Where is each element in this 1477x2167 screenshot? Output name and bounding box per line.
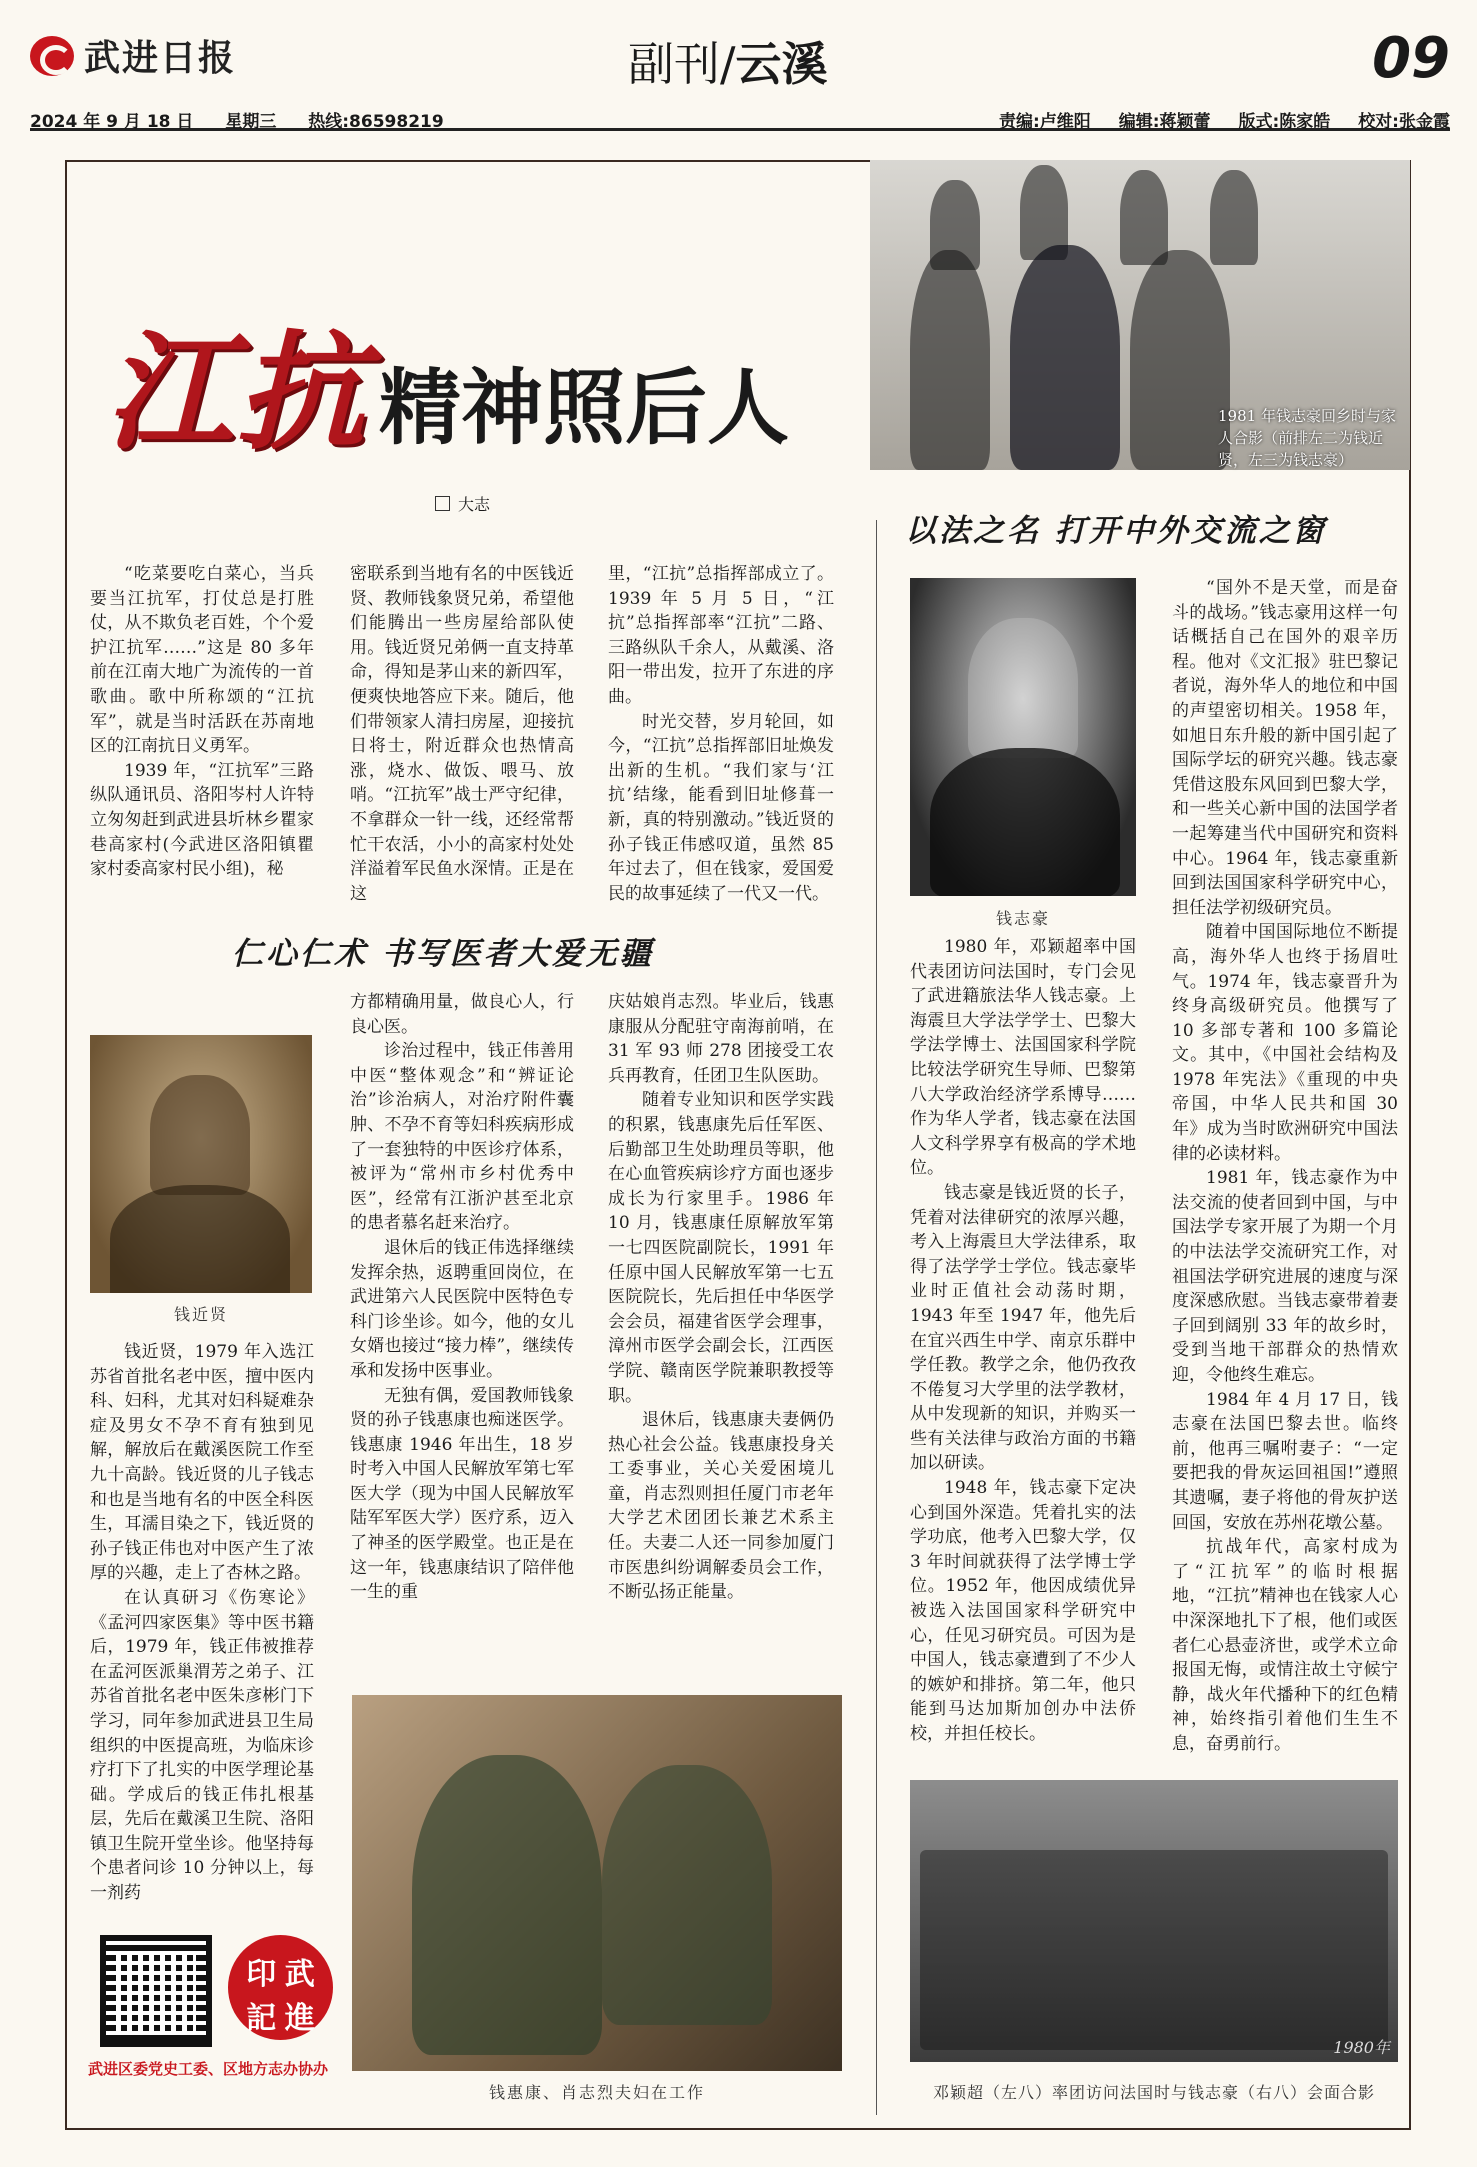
copyeditor-credit: 编辑:蒋颖蕾 (1118, 112, 1211, 132)
paragraph: 诊治过程中，钱正伟善用中医“整体观念”和“辨证论治”诊治病人，对治疗附件囊肿、不孕不育等妇科疾病形成了一套独特的中医诊疗体系，被评为“常州市乡村优秀中医”，经常有江浙沪甚至北京的患者慕名赶来治疗。 (350, 1041, 574, 1234)
seal-icon (228, 1935, 333, 2040)
section-title (628, 28, 828, 94)
paragraph: “吃菜要吃白菜心，当兵要当江抗军，打仗总是打胜仗，从不欺负老百姓，个个爱护江抗军……”这是 80 多年前在江南大地广为流传的一首歌曲。歌中所称颂的“江抗军”，就是当时活跃在苏南地区的江南抗日义勇军。 (90, 564, 314, 757)
logo-text: 武进日报 (84, 37, 237, 79)
caption-couple: 钱惠康、肖志烈夫妇在工作 (488, 2083, 705, 2102)
headline (105, 290, 789, 474)
seal-char: 武 (284, 1957, 315, 1992)
proof-credit: 校对:张金霞 (1358, 112, 1450, 132)
layout-credit: 版式:陈家皓 (1238, 112, 1331, 132)
subhead-law: 以法之名 打开中外交流之窗 (905, 513, 1327, 549)
paragraph: 里，“江抗”总指挥部成立了。1939 年 5 月 5 日，“江抗”总指挥部率“江抗”二路、三路纵队千余人，从戴溪、洛阳一带出发，拉开了东进的序曲。 (608, 564, 834, 707)
photo-couple-at-work (352, 1695, 842, 2071)
paragraph: 退休后的钱正伟选择继续发挥余热，返聘重回岗位，在武进第六人民医院中医特色专科门诊坐诊。如今，他的女儿女婿也接过“接力棒”，继续传承和发扬中医事业。 (350, 1237, 574, 1381)
paragraph: 抗战年代，高家村成为了“江抗军”的临时根据地，“江抗”精神也在钱家人心中深深地扎下了根，他们或医者仁心悬壶济世，或学术立命报国无悔，或情注故土守候宁静，战火年代播种下的红色精神，始终指引着他们生生不息，奋勇前行。 (1172, 1537, 1398, 1754)
paragraph: 在认真研习《伤寒论》《孟河四家医集》等中医书籍后，1979 年，钱正伟被推荐在孟河医派巢渭芳之弟子、江苏省首批名老中医朱彦彬门下学习，同年参加武进县卫生局组织的中医提高班，为临床诊疗打下了扎实的中医学理论基础。学成后的钱正伟扎根基层，先后在戴溪卫生院、洛阳镇卫生院开堂坐诊。他坚持每个患者问诊 10 分钟以上，每一剂药 (90, 1587, 314, 1904)
paragraph: 1980 年，邓颖超率中国代表团访问法国时，专门会见了武进籍旅法华人钱志豪。上海震旦大学法学学士、巴黎大学法学博士、法国国家科学院比较法学研究生导师、巴黎第八大学政治经济学系博导……作为华人学者，钱志豪在法国人文科学界享有极高的学术地位。 (910, 937, 1136, 1179)
qr-code-pattern (116, 1951, 196, 2031)
headline-red: 江抗 (105, 318, 370, 468)
family-photo-caption: 1981 年钱志豪回乡时与家人合影（前排左二为钱近贤，左三为钱志豪） (1218, 407, 1396, 469)
paragraph: 随着专业知识和医学实践的积累，钱惠康先后任军医、后勤部卫生处助理员等职，他在心血管疾病诊疗方面也逐步成长为行家里手。1986 年 10 月，钱惠康任原解放军第一七四医院副院长，1991 年任原中国人民解放军第一七五医院院长，先后担任中华医学会会员，福建省医学会理事，漳州市医学会副会长，江西医学院、赣南医学院兼职教授等职。 (608, 1090, 834, 1406)
section-label: 副刊/ (628, 37, 736, 91)
intro-col-2 (350, 562, 574, 906)
caption-qian-zhihao: 钱志豪 (995, 909, 1050, 928)
column-divider (876, 520, 877, 2115)
editor-credit: 责编:卢维阳 (998, 112, 1091, 132)
paragraph: 1939 年，“江抗军”三路纵队通讯员、洛阳岑村人许特立匆匆赶到武进县圻林乡瞿家巷高家村(今武进区洛阳镇瞿家村委高家村民小组)，秘 (90, 760, 314, 880)
masthead (30, 22, 1450, 92)
paragraph: 无独有偶，爱国教师钱象贤的孙子钱惠康也痴迷医学。钱惠康 1946 年出生，18 岁时考入中国人民解放军第七军医大学（现为中国人民解放军陆军军医大学）医疗系，迈入了神圣的医学殿堂。也正是在这一年，钱惠康结识了陪伴他一生的重 (350, 1385, 574, 1603)
paragraph: 钱志豪是钱近贤的长子，凭着对法律研究的浓厚兴趣，考入上海震旦大学法律系，取得了法学学士学位。钱志豪毕业时正值社会动荡时期，1943 年至 1947 年，他先后在宜兴西生中学、南京乐群中学任教。教学之余，他仍孜孜不倦复习大学里的法学教材，从中发现新的知识，并购买一些有关法律与政治方面的书籍加以研读。 (910, 1182, 1136, 1474)
paragraph: 钱近贤，1979 年入选江苏省首批名老中医，擅中医内科、妇科，尤其对妇科疑难杂症及男女不孕不育有独到见解，解放后在戴溪医院工作至九十高龄。钱近贤的儿子钱志和也是当地有名的中医全科医生，耳濡目染之下，钱近贤的孙子钱正伟也对中医产生了浓厚的兴趣，走上了杏林之路。 (90, 1342, 314, 1584)
subhead-medical: 仁心仁术 书写医者大爱无疆 (232, 936, 654, 972)
photo-year: 1980年 (1333, 2038, 1390, 2057)
paragraph: 1948 年，钱志豪下定决心到国外深造。凭着扎实的法学功底，他考入巴黎大学，仅 3 年时间就获得了法学博士学位。1952 年，他因成绩优异被选入法国国家科学研究中心，任见习研究员。可因为是中国人，钱志豪遭到了不少人的嫉妒和排挤。第二年，他只能到马达加斯加创办中法侨校，并担任校长。 (910, 1478, 1136, 1744)
paragraph: 退休后，钱惠康夫妻俩仍热心社会公益。钱惠康投身关工委事业，关心关爱困境儿童，肖志烈则担任厦门市老年大学艺术团团长兼艺术系主任。夫妻二人还一同参加厦门市医患纠纷调解委员会工作，不断弘扬正能量。 (608, 1410, 834, 1603)
portrait-qian-zhihao (910, 578, 1136, 896)
logo-icon (30, 36, 74, 76)
co-organizer-credit: 武进区委党史工委、区地方志办协办 (88, 2060, 329, 2078)
caption-group: 邓颖超（左八）率团访问法国时与钱志豪（右八）会面合影 (932, 2083, 1375, 2102)
page-number: 09 (1372, 26, 1450, 91)
paragraph: 1981 年，钱志豪作为中法交流的使者回到中国，与中国法学专家开展了为期一个月的中法法学交流研究工作，对祖国法学研究进展的速度与深度深感欣慰。当钱志豪带着妻子回到阔别 33 年的故乡时，受到当地干部群众的热情欢迎，令他终生难忘。 (1172, 1168, 1398, 1385)
paragraph: 1984 年 4 月 17 日，钱志豪在法国巴黎去世。临终前，他再三嘱咐妻子：“一定要把我的骨灰运回祖国!”遵照其遗嘱，妻子将他的骨灰护送回国，安放在苏州花墩公墓。 (1172, 1389, 1398, 1533)
paragraph: 时光交替，岁月轮回，如今，“江抗”总指挥部旧址焕发出新的生机。“我们家与‘江抗’结缘，能看到旧址修葺一新，真的特别激动。”钱近贤的孙子钱正伟感叹道，虽然 85 年过去了，但在钱家，爱国爱民的故事延续了一代又一代。 (608, 711, 834, 904)
law-col-2 (1172, 576, 1398, 1757)
intro-col-3 (608, 562, 834, 906)
portrait-qian-jinxian (90, 1035, 312, 1293)
medical-col-1 (90, 1340, 314, 1906)
seal-char: 進 (284, 2001, 315, 2036)
seal-char: 印 (246, 1957, 277, 1992)
caption-qian-jinxian: 钱近贤 (173, 1305, 228, 1324)
headline-black: 精神照后人 (379, 361, 790, 456)
date-bar (30, 105, 1450, 131)
weekday: 星期三 (225, 112, 277, 132)
intro-col-1 (90, 562, 314, 882)
medical-col-3 (608, 990, 834, 1605)
paragraph: 随着中国国际地位不断提高，海外华人也终于扬眉吐气。1974 年，钱志豪晋升为终身高级研究员。他撰写了 10 多部专著和 100 多篇论文。其中，《中国社会结构及 1978 年宪法》《重现的中央帝国，中华人民共和国 30 年》成为当时欧洲研究中国法律的必读材料。 (1172, 922, 1398, 1164)
author-byline: 大志 (435, 492, 490, 515)
group-photo (910, 1780, 1398, 2062)
law-col-1 (910, 935, 1136, 1747)
paragraph: “国外不是天堂，而是奋斗的战场。”钱志豪用这样一句话概括自己在国外的艰辛历程。他对《文汇报》驻巴黎记者说，海外华人的地位和中国的声望密切相关。1958 年，如旭日东升般的新中国引起了国际学坛的研究兴趣。钱志豪凭借这股东风回到巴黎大学，和一些关心新中国的法国学者一起筹建当代中国研究和资料中心。1964 年，钱志豪重新回到法国国家科学研究中心，担任法学初级研究员。 (1172, 578, 1398, 918)
paragraph: 密联系到当地有名的中医钱近贤、教师钱象贤兄弟，希望他们能腾出一些房屋给部队使用。钱近贤兄弟俩一直支持革命，得知是茅山来的新四军，便爽快地答应下来。随后，他们带领家人清扫房屋，迎接抗日将士，附近群众也热情高涨，烧水、做饭、喂马、放哨。“江抗军”战士严守纪律，不拿群众一针一线，还经常帮忙干农活，小小的高家村处处洋溢着军民鱼水深情。正是在这 (350, 564, 574, 904)
newspaper-logo (30, 30, 236, 81)
issue-date: 2024 年 9 月 18 日 (30, 112, 194, 132)
paragraph: 方都精确用量，做良心人，行良心医。 (350, 992, 574, 1037)
seal-char: 記 (246, 2001, 277, 2036)
hotline: 热线:86598219 (308, 112, 444, 132)
paragraph: 庆姑娘肖志烈。毕业后，钱惠康服从分配驻守南海前哨，在 31 军 93 师 278 团接受工农兵再教育，任团卫生队医助。 (608, 992, 834, 1086)
subsection-label: 云溪 (735, 37, 828, 91)
medical-col-2 (350, 990, 574, 1605)
